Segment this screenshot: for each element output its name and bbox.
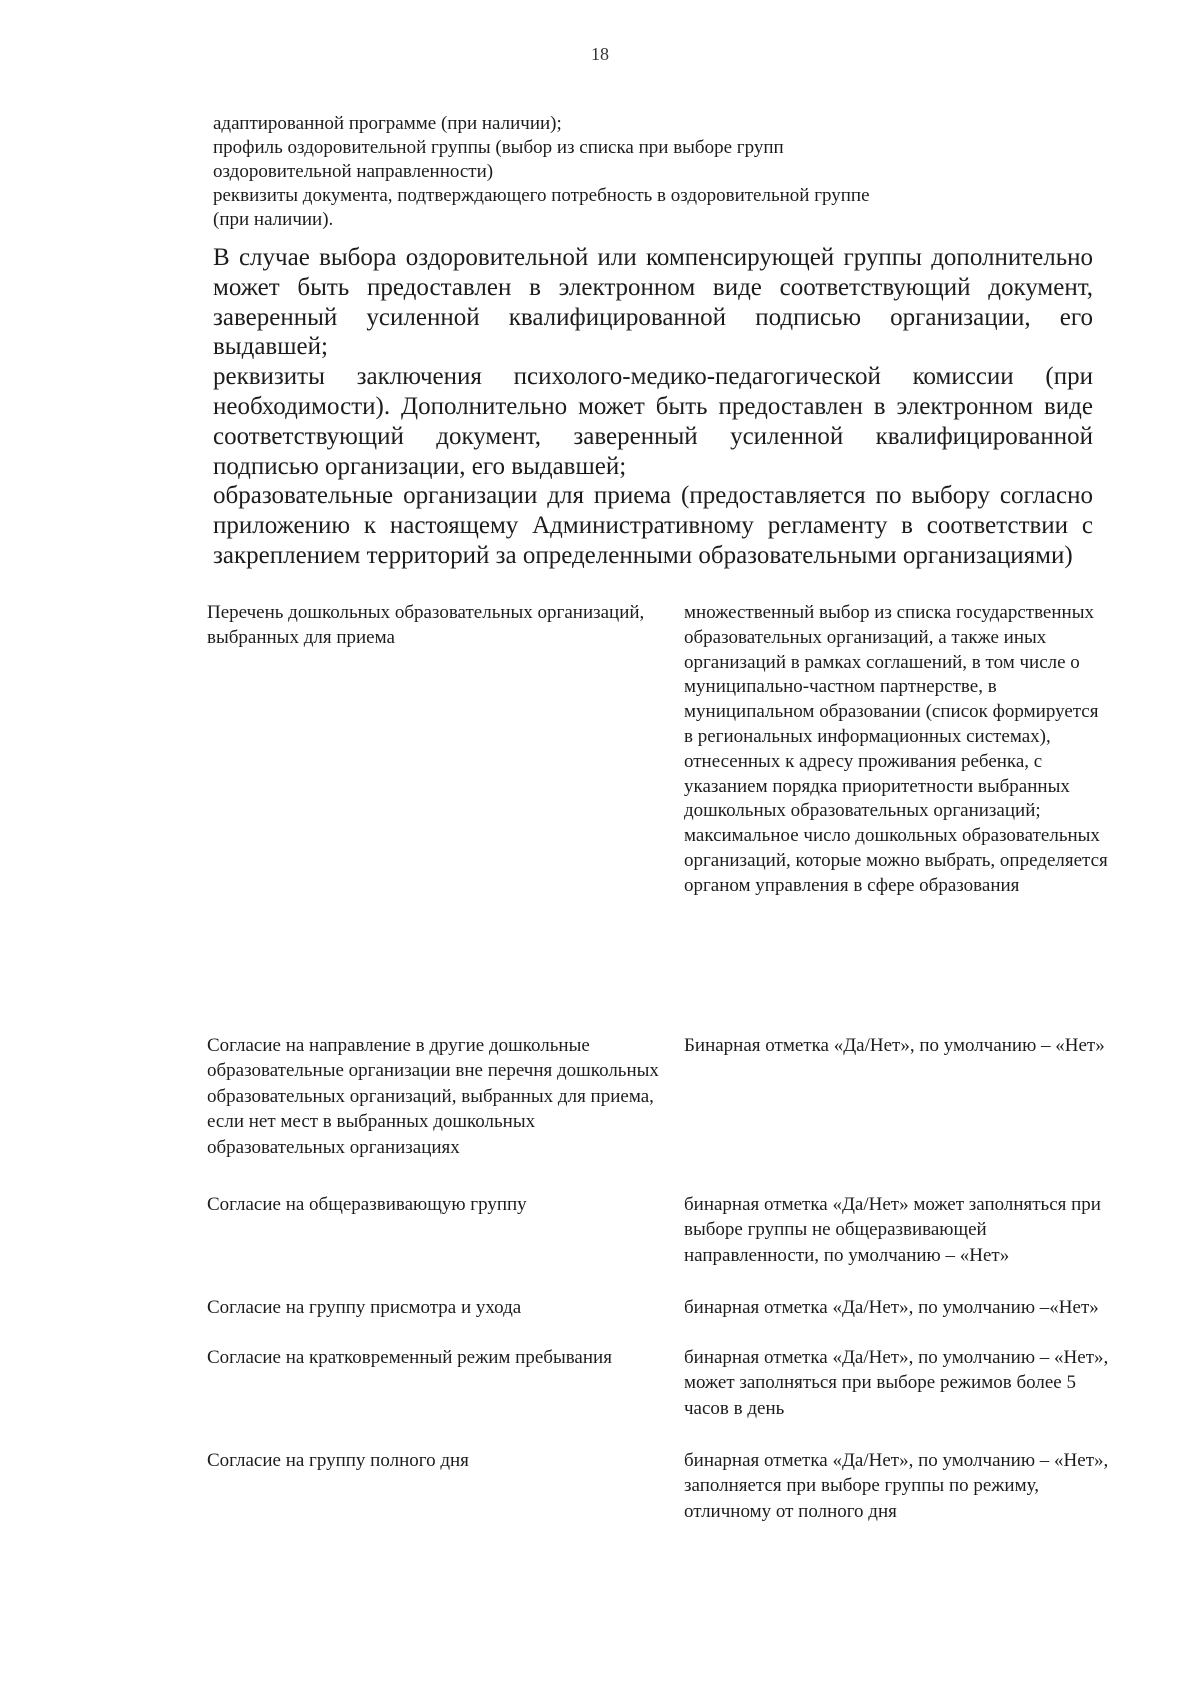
field-description: бинарная отметка «Да/Нет» может заполняться при выборе группы не общеразвивающей направленности, по умолчанию – «Нет» [684,1194,1101,1266]
field-name: Согласие на группу присмотра и ухода [207,1297,522,1318]
intro-line: профиль оздоровительной группы (выбор из списка при выборе групп [213,137,784,158]
field-name: Перечень дошкольных образовательных организаций, выбранных для приема [207,602,645,648]
intro-line: адаптированной программе (при наличии); [213,113,562,134]
field-description: множественный выбор из списка государственных образовательных организаций, а также иных организаций в рамках соглашений, в том числе о муниципально-частном партнерстве, в муниципальном образовании (список формируется в региональных информационных системах), отнесенных к адресу проживания ребенка, с указанием порядка приоритетности выбранных дошкольных образовательных организаций; максимальное число дошкольных образовательных организаций, которые можно выбрать, определяется органом управления в сфере образования [684,602,1108,896]
intro-line: оздоровительной направленности) [213,161,494,182]
field-description: бинарная отметка «Да/Нет», по умолчанию – «Нет», может заполняться при выборе режимов более 5 часов в день [684,1347,1109,1419]
field-description: бинарная отметка «Да/Нет», по умолчанию –«Нет» [684,1297,1099,1318]
paragraph: образовательные организации для приема (предоставляется по выбору согласно приложению к настоящему Административному регламенту в соответствии с закреплением территорий за определенными образовательными организациями) [213,482,1093,569]
field-name: Согласие на группу полного дня [207,1450,469,1471]
field-description: бинарная отметка «Да/Нет», по умолчанию – «Нет», заполняется при выборе группы по режиму, отличному от полного дня [684,1450,1109,1522]
field-name: Согласие на общеразвивающую группу [207,1194,527,1215]
intro-line: (при наличии). [213,209,334,230]
page-number: 18 [591,44,609,64]
field-name: Согласие на направление в другие дошкольные образовательные организации вне перечня дошкольных образовательных организаций, выбранных для приема, если нет мест в выбранных дошкольных образовательных организациях [207,1035,659,1158]
intro-line: реквизиты документа, подтверждающего потребность в оздоровительной группе [213,185,870,206]
paragraph: В случае выбора оздоровительной или компенсирующей группы дополнительно может быть предоставлен в электронном виде соответствующий документ, заверенный усиленной квалифицированной подписью организации, его выдавшей; [213,244,1093,361]
paragraph: реквизиты заключения психолого-медико-педагогической комиссии (при необходимости). Дополнительно может быть предоставлен в электронном виде соответствующий документ, заверенный усиленной квалифицированной подписью организации, его выдавшей; [213,363,1093,480]
field-name: Согласие на кратковременный режим пребывания [207,1347,612,1368]
field-description: Бинарная отметка «Да/Нет», по умолчанию – «Нет» [684,1035,1105,1056]
